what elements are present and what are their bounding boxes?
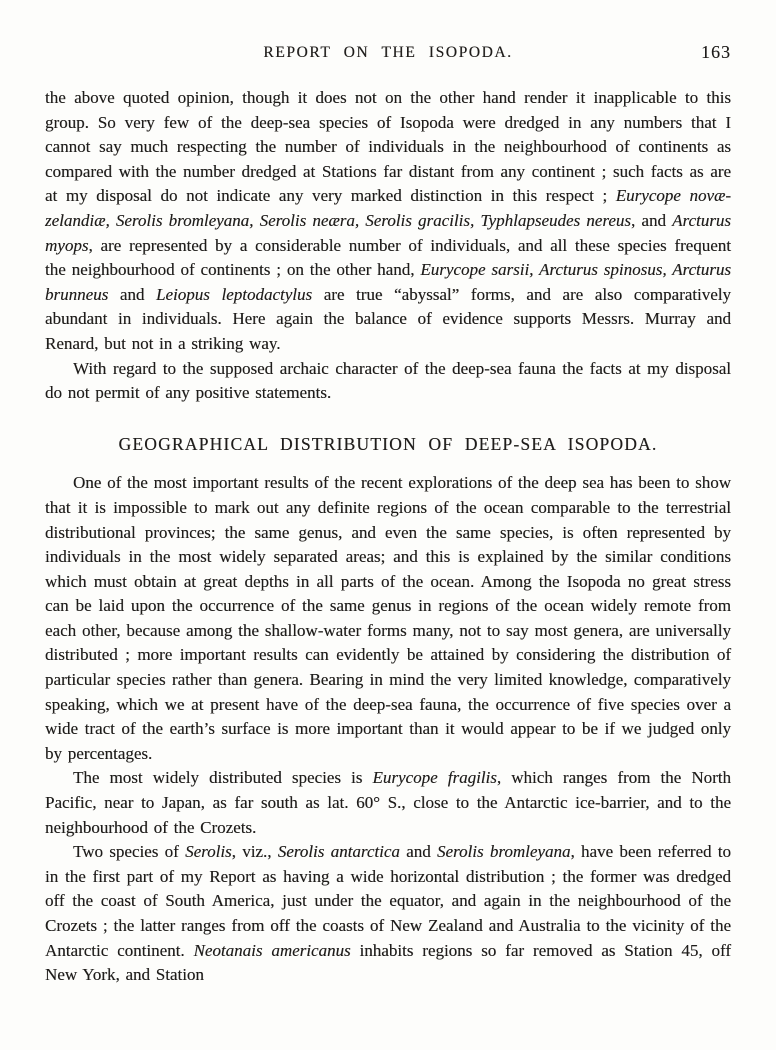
paragraph <box>45 357 731 406</box>
text-run: One of the most important results of the recent explorations of the deep sea has been to show that it is impossible to mark out any definite regions of the ocean comparable to the terrestrial distributional provinces; the same genus, and even the same species, is often represented by individuals in the most widely separated areas; and this is explained by the similar conditions which must obtain at great depths in all parts of the ocean. Among the Isopoda no great stress can be laid upon the occurrence of the same genus in regions of the ocean widely remote from each other, because among the shallow-water forms many, not to say most genera, are universally distributed ; more important results can evidently be attained by considering the distribution of particular species rather than genera. Bearing in mind the very limited knowledge, comparatively speaking, which we at present have of the deep-sea fauna, the occurrence of five species over a wide tract of the earth’s surface is more important than it would appear to be if we judged only by percentages. <box>45 473 731 763</box>
species-name: Eurycope novæ-zelandiæ, Serolis bromleyana, Serolis neæra, Serolis gracilis, Typhlapseudes nereus <box>45 186 731 230</box>
text-run: , viz., <box>231 842 278 862</box>
text-run: Two species of <box>73 842 186 862</box>
text-run: , and <box>631 210 673 230</box>
text-run: are true “abyssal” forms, and are also comparatively abundant in individuals. Here again the balance of evidence supports Messrs. Murray and Renard, but not in a striking way. <box>45 284 731 353</box>
text-run: , which ranges from the North Pacific, near to Japan, as far south as lat. 60° S., close to the Antarctic ice-barrier, and to the neighbourhood of the Crozets. <box>45 768 731 837</box>
species-name: Serolis bromleyana <box>437 842 571 862</box>
running-title: REPORT ON THE ISOPODA. <box>263 44 513 61</box>
paragraph <box>45 86 731 357</box>
paragraph <box>45 840 731 988</box>
text-run: , are represented by a considerable number of individuals, and all these species frequent the neighbourhood of continents ; on the other hand, <box>45 235 731 280</box>
section-heading: GEOGRAPHICAL DISTRIBUTION OF DEEP-SEA ISOPODA. <box>118 433 658 454</box>
species-name: Arcturus myops <box>45 210 731 255</box>
species-name: Neotanais americanus <box>193 940 351 960</box>
text-run: the above quoted opinion, though it does not on the other hand render it inapplicable to this group. So very few of the deep-sea species of Isopoda were dredged in any numbers that I cannot say much respecting the number of individuals in the neighbourhood of continents as compared with the number dredged at Stations far distant from any continent ; such facts as are at my disposal do not indicate any very marked distinction in this respect ; <box>45 88 731 206</box>
species-name: Serolis <box>185 842 232 862</box>
species-name: Serolis antarctica <box>277 842 400 862</box>
text-run: and <box>108 284 157 304</box>
page-body <box>45 86 731 988</box>
text-run: inhabits regions so far removed as Station 45, off New York, and Station <box>45 940 731 985</box>
species-name: Eurycope sarsii, Arcturus spinosus, Arcturus brunneus <box>45 260 732 304</box>
paragraph <box>45 471 731 766</box>
species-name: Eurycope fragilis <box>372 768 497 788</box>
page-number: 163 <box>701 42 731 62</box>
paragraph <box>45 766 731 840</box>
page-header <box>45 44 731 66</box>
species-name: Leiopus leptodactylus <box>156 284 313 304</box>
text-run: With regard to the supposed archaic character of the deep-sea fauna the facts at my disposal do not permit of any positive statements. <box>45 358 731 403</box>
text-run: , have been referred to in the first part of my Report as having a wide horizontal distribution ; the former was dredged off the coast of South America, just under the equator, and again in the neighbourhood of the Crozets ; the latter ranges from off the coasts of New Zealand and Australia to the vicinity of the Antarctic continent. <box>45 842 732 960</box>
text-run: The most widely distributed species is <box>73 768 373 788</box>
text-run: and <box>399 842 437 862</box>
